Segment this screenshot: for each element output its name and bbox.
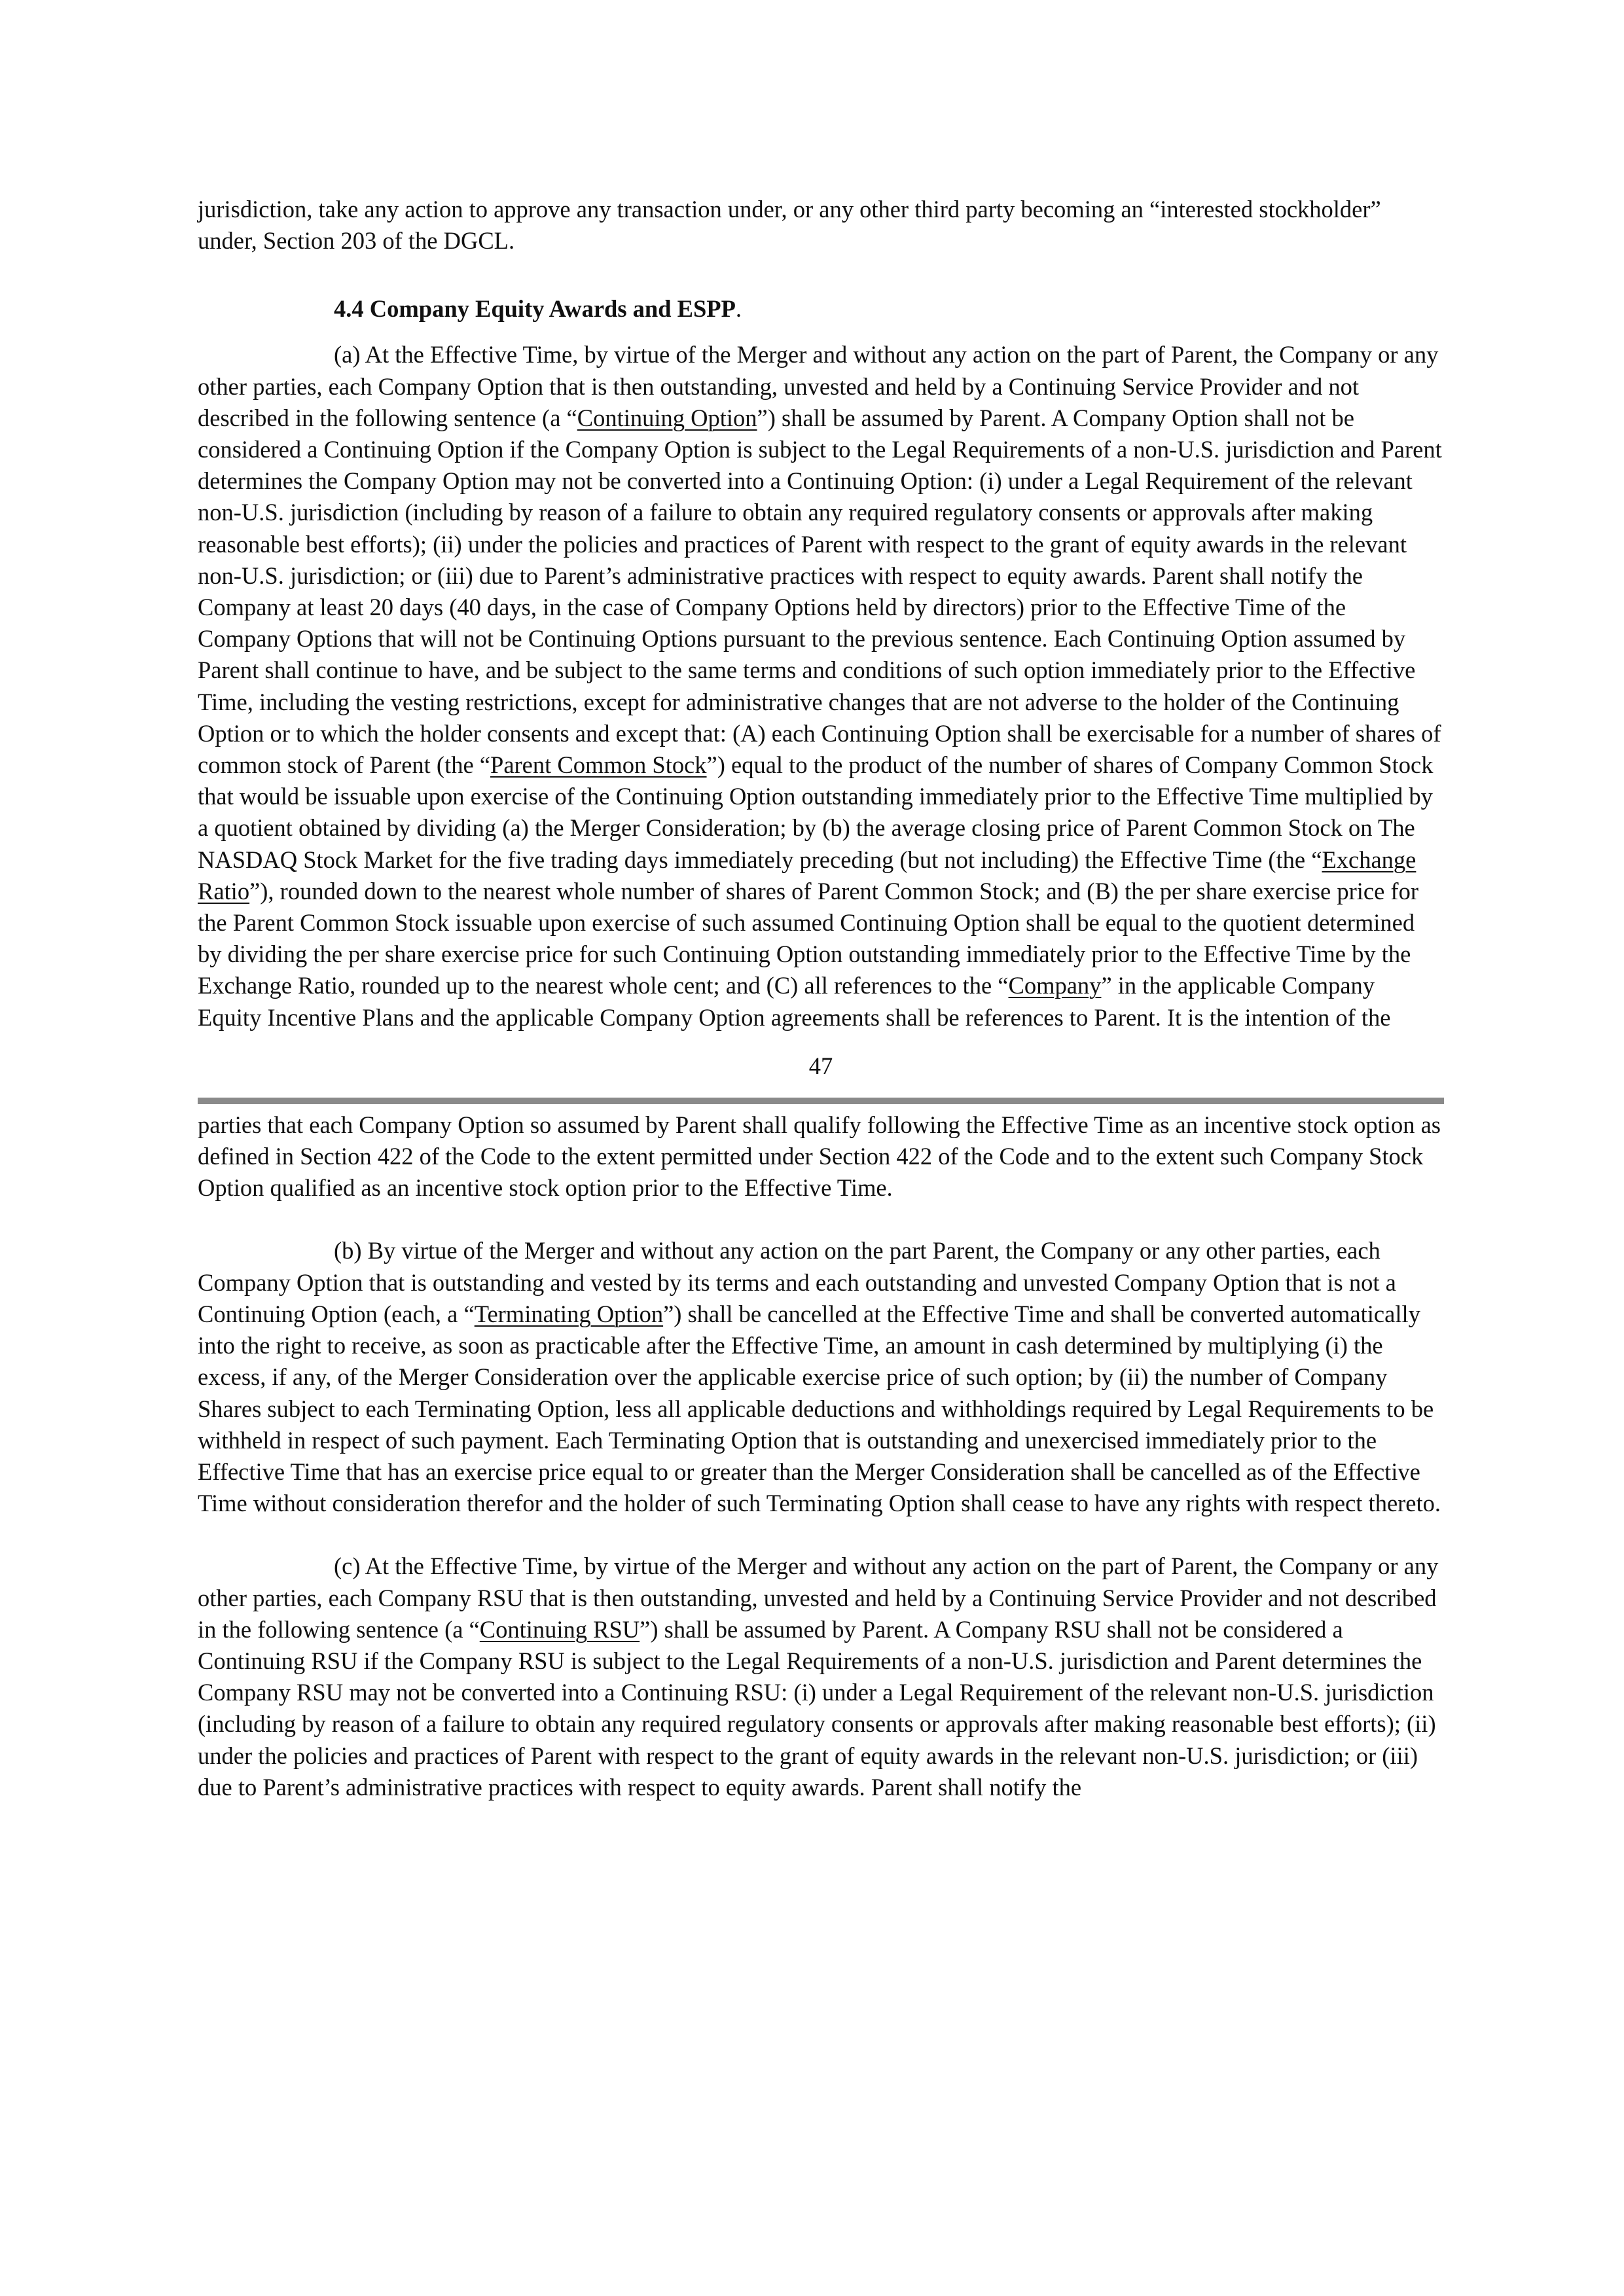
defined-term-parent-common-stock: Parent Common Stock [490,751,707,779]
paragraph-b-text-2: ”) shall be cancelled at the Effective Time and shall be converted automatically into the right to receive, as soon as practicable after the Effective Time, an amount in cash determined by multiplying (i) the excess, if any, of the Merger Consideration over the applicable exercise price of such option; by (ii) the number of Company Shares subject to each Terminating Option, less all applicable deductions and withholdings required by Legal Requirements to be withheld in respect of such payment. Each Terminating Option that is outstanding and unexercised immediately prior to the Effective Time that has an exercise price equal to or greater than the Merger Consideration shall be cancelled as of the Effective Time without consideration therefor and the holder of such Terminating Option shall cease to have any rights with respect thereto. [198,1300,1441,1517]
paragraph-c-text-2: ”) shall be assumed by Parent. A Company RSU shall not be considered a Continuing RSU if the Company RSU is subject to the Legal Requirements of a non-U.S. jurisdiction and Parent determines the Company RSU may not be converted into a Continuing RSU: (i) under a Legal Requirement of the relevant non-U.S. jurisdiction (including by reason of a failure to obtain any required regulatory consents or approvals after making reasonable best efforts); (ii) under the policies and practices of Parent with respect to the grant of equity awards in the relevant non-U.S. jurisdiction; or (iii) due to Parent’s administrative practices with respect to equity awards. Parent shall notify the [198,1615,1436,1801]
paragraph-a-continuation: parties that each Company Option so assumed by Parent shall qualify following the Effective Time as an incentive stock option as defined in Section 422 of the Code to the extent permitted under Section 422 of the Code and to the extent such Company Stock Option qualified as an incentive stock option prior to the Effective Time. [198,1111,1441,1202]
defined-term-continuing-option: Continuing Option [577,404,757,431]
paragraph-a-text-5: ” in the applicable Company Equity Incentive Plans and the applicable Company Option agreements shall be references to Parent. It is the intention of the [198,972,1391,1031]
paragraph-continuation-top: jurisdiction, take any action to approve any transaction under, or any other third party becoming an “interested stockholder” under, Section 203 of the DGCL. [198,196,1381,255]
section-heading-title: 4.4 Company Equity Awards and ESPP [334,295,736,323]
paragraph-a [198,339,1444,1033]
section-heading [198,293,1444,325]
paragraph-a-text-3: ”) equal to the product of the number of shares of Company Common Stock that would be issuable upon exercise of the Continuing Option outstanding immediately prior to the Effective Time multiplied by a quotient obtained by dividing (a) the Merger Consideration; by (b) the average closing price of Parent Common Stock on The NASDAQ Stock Market for the five trading days immediately preceding (but not including) the Effective Time (the “ [198,751,1434,873]
page-number: 47 [808,1052,833,1079]
paragraph-a-text-2: ”) shall be assumed by Parent. A Company Option shall not be considered a Continuing Option if the Company Option is subject to the Legal Requirements of a non-U.S. jurisdiction and Parent determines the Company Option may not be converted into a Continuing Option: (i) under a Legal Requirement of the relevant non-U.S. jurisdiction (including by reason of a failure to obtain any required regulatory consents or approvals after making reasonable best efforts); (ii) under the policies and practices of Parent with respect to the grant of equity awards in the relevant non-U.S. jurisdiction; or (iii) due to Parent’s administrative practices with respect to equity awards. Parent shall notify the Company at least 20 days (40 days, in the case of Company Options held by directors) prior to the Effective Time of the Company Options that will not be Continuing Options pursuant to the previous sentence. Each Continuing Option assumed by Parent shall continue to have, and be subject to the same terms and conditions of such option immediately prior to the Effective Time, including the vesting restrictions, except for administrative changes that are not adverse to the holder of the Continuing Option or to which the holder consents and except that: (A) each Continuing Option shall be exercisable for a number of shares of common stock of Parent (the “ [198,404,1442,779]
defined-term-continuing-rsu: Continuing RSU [479,1615,640,1643]
paragraph-c-text-1: (c) At the Effective Time, by virtue of the Merger and without any action on the part of Parent, the Company or any other parties, each Company RSU that is then outstanding, unvested and held by a Continuing Service Provider and not described in the following sentence (a “ [198,1552,1439,1643]
paragraph-b-text-1: (b) By virtue of the Merger and without any action on the part Parent, the Company or any other parties, each Company Option that is outstanding and vested by its terms and each outstanding and unvested Company Option that is not a Continuing Option (each, a “ [198,1237,1396,1327]
section-heading-period: . [735,295,742,323]
defined-term-company: Company [1008,972,1102,999]
defined-term-exchange-ratio: Exchange Ratio [198,846,1416,905]
paragraph-spacer [198,1204,1444,1235]
defined-term-terminating-option: Terminating Option [474,1300,664,1327]
page-break-divider [198,1098,1444,1104]
paragraph-b [198,1235,1444,1519]
paragraph-spacer [198,1519,1444,1551]
document-page [198,194,1444,1803]
paragraph-a-text-4: ”), rounded down to the nearest whole number of shares of Parent Common Stock; and (B) the per share exercise price for the Parent Common Stock issuable upon exercise of such assumed Continuing Option shall be equal to the quotient determined by dividing the per share exercise price for such Continuing Option outstanding immediately prior to the Effective Time by the Exchange Ratio, rounded up to the nearest whole cent; and (C) all references to the “ [198,877,1418,999]
paragraph-c [198,1551,1444,1803]
paragraph-a-text-1: (a) At the Effective Time, by virtue of the Merger and without any action on the part of Parent, the Company or any other parties, each Company Option that is then outstanding, unvested and held by a Continuing Service Provider and not described in the following sentence (a “ [198,341,1439,431]
